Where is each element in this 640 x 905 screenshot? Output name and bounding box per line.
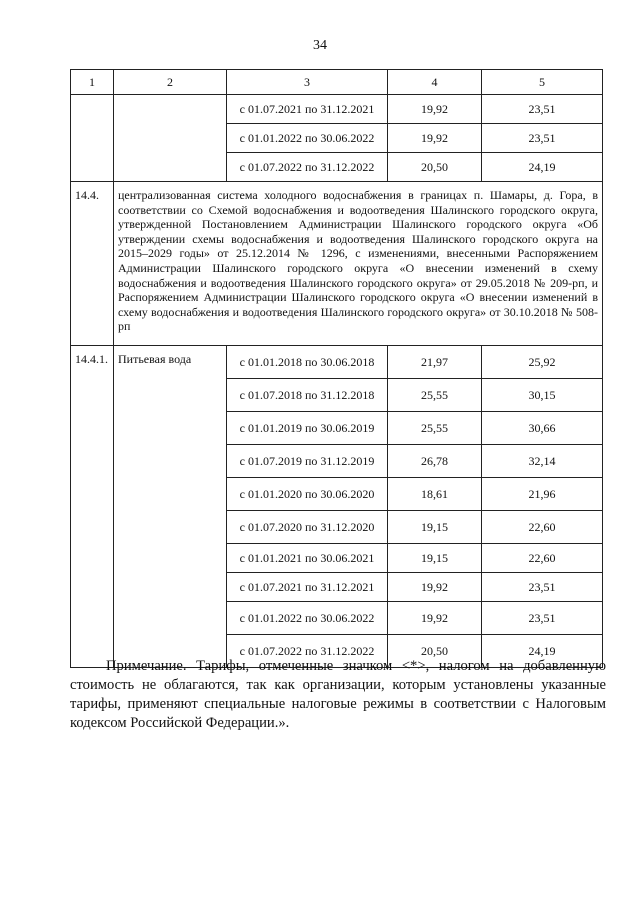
tariff-cell: 25,55: [388, 412, 482, 445]
tariff-vat-cell: 32,14: [482, 445, 603, 478]
tariff-vat-cell: 22,60: [482, 544, 603, 573]
tariff-cell: 19,92: [388, 124, 482, 153]
period-cell: с 01.07.2021 по 31.12.2021: [227, 573, 388, 602]
tariff-vat-cell: 24,19: [482, 153, 603, 182]
group2-number: 14.4.1.: [71, 346, 114, 668]
tariff-cell: 20,50: [388, 153, 482, 182]
table-header-row: [71, 70, 603, 95]
table-row: [71, 95, 603, 124]
period-cell: с 01.01.2022 по 30.06.2022: [227, 124, 388, 153]
tariff-cell: 25,55: [388, 379, 482, 412]
tariff-cell: 20,50: [388, 635, 482, 668]
header-cell: 4: [388, 70, 482, 95]
header-cell: 2: [114, 70, 227, 95]
group1-number-cell: [71, 95, 114, 182]
period-cell: с 01.07.2021 по 31.12.2021: [227, 95, 388, 124]
tariff-cell: 26,78: [388, 445, 482, 478]
tariff-table: [70, 69, 603, 668]
group1-name-cell: [114, 95, 227, 182]
tariff-note: Примечание. Тарифы, отмеченные значком <*>, налогом на добавленную стоимость не облагаются, так как организации, которым установлены указанные тарифы, применяют специальные налоговые режимы в соответствии с Налоговым кодексом Российской Федерации.».: [70, 658, 606, 731]
table-row: [71, 346, 603, 379]
section-row: [71, 182, 603, 346]
period-cell: с 01.01.2022 по 30.06.2022: [227, 602, 388, 635]
tariff-vat-cell: 21,96: [482, 478, 603, 511]
tariff-cell: 19,92: [388, 95, 482, 124]
header-cell: 3: [227, 70, 388, 95]
period-cell: с 01.01.2019 по 30.06.2019: [227, 412, 388, 445]
tariff-cell: 18,61: [388, 478, 482, 511]
header-cell: 1: [71, 70, 114, 95]
tariff-vat-cell: 22,60: [482, 511, 603, 544]
period-cell: с 01.01.2020 по 30.06.2020: [227, 478, 388, 511]
tariff-cell: 19,92: [388, 602, 482, 635]
period-cell: с 01.07.2018 по 31.12.2018: [227, 379, 388, 412]
period-cell: с 01.07.2020 по 31.12.2020: [227, 511, 388, 544]
header-cell: 5: [482, 70, 603, 95]
tariff-vat-cell: 24,19: [482, 635, 603, 668]
period-cell: с 01.07.2022 по 31.12.2022: [227, 635, 388, 668]
tariff-vat-cell: 23,51: [482, 95, 603, 124]
period-cell: с 01.07.2022 по 31.12.2022: [227, 153, 388, 182]
tariff-vat-cell: 30,15: [482, 379, 603, 412]
tariff-cell: 19,15: [388, 544, 482, 573]
page-number: 34: [313, 38, 327, 53]
tariff-vat-cell: 23,51: [482, 573, 603, 602]
tariff-cell: 21,97: [388, 346, 482, 379]
period-cell: с 01.07.2019 по 31.12.2019: [227, 445, 388, 478]
tariff-cell: 19,15: [388, 511, 482, 544]
group2-name: Питьевая вода: [114, 346, 227, 668]
tariff-vat-cell: 25,92: [482, 346, 603, 379]
section-description: централизованная система холодного водоснабжения в границах п. Шамары, д. Гора, в соответствии со Схемой водоснабжения и водоотведения Шалинского городского округа, утвержденной Постановлением Администрации Шалинского городского округа «Об утверждении схемы водоснабжения и водоотведения Шалинского городского округа на 2015–2029 годы» от 25.12.2014 № 1296, с изменениями, внесенными Распоряжением Администрации Шалинского городского округа «О внесении изменений в схему водоснабжения и водоотведения Шалинского городского округа» от 29.05.2018 № 209-рп, и Распоряжением Администрации Шалинского городского округа «О внесении изменений в схему водоснабжения и водоотведения Шалинского городского округа» от 30.10.2018 № 508-рп: [114, 182, 603, 346]
period-cell: с 01.01.2021 по 30.06.2021: [227, 544, 388, 573]
section-number: 14.4.: [71, 182, 114, 346]
period-cell: с 01.01.2018 по 30.06.2018: [227, 346, 388, 379]
tariff-vat-cell: 23,51: [482, 124, 603, 153]
tariff-vat-cell: 30,66: [482, 412, 603, 445]
tariff-vat-cell: 23,51: [482, 602, 603, 635]
tariff-cell: 19,92: [388, 573, 482, 602]
